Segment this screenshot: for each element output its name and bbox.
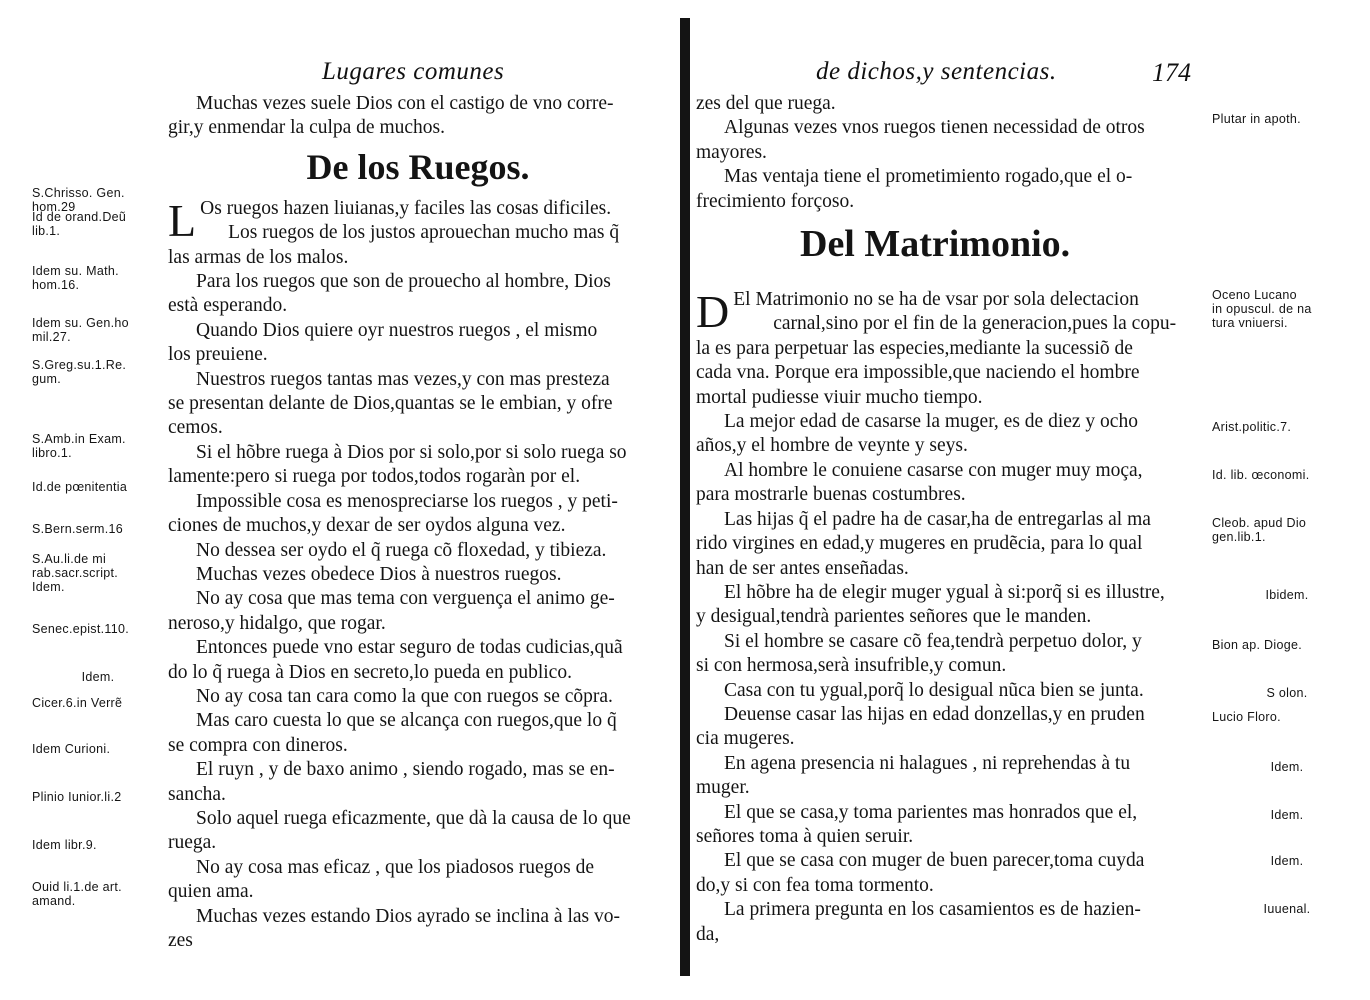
text-line: Entonces puede vno estar seguro de todas cudicias,quã [196, 637, 623, 659]
paragraph [168, 685, 668, 709]
text-line: En agena presencia ni halagues , ni reprehendas à tu [724, 752, 1131, 774]
text-line: ruega. [168, 832, 217, 854]
paragraph [696, 165, 1201, 214]
margin-note-line: Cicer.6.in Verrẽ [32, 696, 123, 710]
paragraph [696, 630, 1201, 679]
paragraph [696, 898, 1201, 947]
text-line: señores toma à quien seruir. [696, 825, 914, 847]
text-line: rido virgines en edad,y mugeres en prudẽcia, para lo qual [696, 533, 1143, 555]
right-paragraphs [696, 288, 1201, 947]
text-line: Muchas vezes obedece Dios à nuestros ruegos. [196, 563, 562, 585]
margin-note [1212, 638, 1362, 652]
text-line: La primera pregunta en los casamientos es de hazien- [724, 899, 1141, 921]
text-line: Si el hombre se casare cõ fea,tendrà perpetuo dolor, y [724, 630, 1142, 652]
text-line: y desigual,tendrà parientes señores que le manden. [696, 606, 1092, 628]
margin-note-line: Idem su. Gen.ho [32, 316, 129, 330]
paragraph [168, 856, 668, 905]
margin-note [32, 552, 164, 594]
margin-note [32, 880, 164, 908]
margin-note-line: Plinio Iunior.li.2 [32, 790, 122, 804]
paragraph [696, 581, 1201, 630]
text-line: cia mugeres. [696, 728, 795, 750]
text-line: Si el hõbre ruega à Dios por si solo,por si solo ruega so [196, 441, 627, 463]
margin-note [1212, 854, 1362, 868]
margin-note-line: S.Greg.su.1.Re. [32, 358, 127, 372]
paragraph [696, 459, 1201, 508]
paragraph [696, 752, 1201, 801]
paragraph [168, 905, 668, 954]
margin-note-line: lib.1. [32, 224, 61, 238]
text-line: està esperando. [168, 295, 288, 317]
margin-note-line: Senec.epist.110. [32, 622, 129, 636]
paragraph [696, 703, 1201, 752]
margin-note-line: gen.lib.1. [1212, 530, 1266, 544]
paragraph [168, 490, 668, 539]
margin-note-line: Idem. [1270, 854, 1304, 868]
paragraph [168, 758, 668, 807]
margin-note [1212, 112, 1362, 126]
text-line: muger. [696, 777, 750, 799]
paragraph [168, 636, 668, 685]
margin-note-line: Ouid li.1.de art. [32, 880, 122, 894]
margin-note-line: S.Au.li.de mi [32, 552, 107, 566]
text-line: do lo q̃ ruega à Dios en secreto,lo pueda en publico. [168, 661, 572, 683]
margin-note-line: Id. lib. œconomi. [1212, 468, 1310, 482]
text-line: la es para perpetuar las especies,mediante la sucessiõ de [696, 337, 1133, 359]
text-line: Deuense casar las hijas en edad donzellas,y en pruden [724, 703, 1145, 725]
text-line: sancha. [168, 783, 226, 805]
margin-note-line: hom.29 [32, 200, 76, 214]
margin-note-line: Cleob. apud Dio [1212, 516, 1307, 530]
margin-note [1212, 420, 1362, 434]
margin-note-line: Id.de pœnitentia [32, 480, 128, 494]
margin-note [32, 742, 164, 756]
margin-note-line: rab.sacr.script. [32, 566, 119, 580]
margin-note [32, 696, 164, 710]
margin-note [1212, 902, 1362, 916]
margin-note [32, 316, 164, 344]
running-head-left: Lugares comunes [322, 58, 505, 85]
text-line: las armas de los malos. [168, 246, 349, 268]
text-line: se presentan delante de Dios,quantas se le embian, y ofre [168, 393, 613, 415]
paragraph [168, 587, 668, 636]
text-line: años,y el hombre de veynte y seys. [696, 435, 968, 457]
text-line: cada vna. Porque era impossible,que naciendo el hombre [696, 362, 1140, 384]
paragraph [168, 539, 668, 563]
paragraph [168, 441, 668, 490]
text-line: El hõbre ha de elegir muger ygual à si:porq̃ si es illustre, [724, 581, 1165, 603]
left-paragraphs [168, 194, 668, 954]
text-line: El que se casa con muger de buen parecer,toma cuyda [724, 850, 1145, 872]
margin-note [1212, 516, 1362, 544]
margin-note-line: Arist.politic.7. [1212, 420, 1292, 434]
margin-note-line: Ibidem. [1265, 588, 1309, 602]
margin-note-line: Idem. [1270, 760, 1304, 774]
text-line: Impossible cosa es menospreciarse los ruegos , y peti- [196, 490, 618, 512]
paragraph [696, 849, 1201, 898]
text-line: han de ser antes enseñadas. [696, 557, 909, 579]
paragraph [696, 92, 1201, 116]
paragraph [696, 116, 1201, 165]
margin-note [32, 790, 164, 804]
paragraph [168, 221, 668, 270]
text-line: los preuiene. [168, 344, 268, 366]
text-line: da, [696, 923, 720, 945]
margin-note-line: amand. [32, 894, 76, 908]
text-line: neroso,y hidalgo, que rogar. [168, 612, 386, 634]
margin-note-line: Idem libr.9. [32, 838, 97, 852]
text-line: No dessea ser oydo el q̃ ruega cõ floxedad, y tibieza. [196, 539, 607, 561]
margin-note-line: Id de orand.Deũ [32, 210, 127, 224]
margin-note [1212, 760, 1362, 774]
margin-note [1212, 588, 1362, 602]
text-line: para mostrarle buenas costumbres. [696, 484, 966, 506]
drop-cap: D [696, 286, 730, 338]
margin-note [1212, 710, 1362, 724]
paragraph [168, 270, 668, 319]
paragraph [696, 508, 1201, 581]
text-line: cemos. [168, 417, 223, 439]
text-line: Muchas vezes suele Dios con el castigo de vno corre- [196, 93, 614, 114]
text-line: do,y si con fea toma tormento. [696, 874, 934, 896]
margin-note-line: Idem. [81, 670, 115, 684]
text-line: Los ruegos de los justos aprouechan mucho mas q̃ [228, 222, 620, 244]
text-line: Al hombre le conuiene casarse con muger muy moça, [724, 459, 1143, 481]
margin-note-line: tura vniuersi. [1212, 316, 1288, 330]
margin-note [32, 480, 164, 494]
margin-note [1212, 686, 1362, 700]
intro-paragraph [168, 92, 668, 141]
paragraph [168, 368, 668, 441]
margin-note [32, 210, 164, 238]
text-line: Solo aquel ruega eficazmente, que dà la causa de lo que [196, 807, 631, 829]
text-line: El ruyn , y de baxo animo , siendo rogado, mas se en- [196, 759, 615, 781]
paragraph [168, 807, 668, 856]
margin-note-line: Plutar in apoth. [1212, 112, 1301, 126]
text-line: gir,y enmendar la culpa de muchos. [168, 117, 445, 139]
text-line: lamente:pero si ruega por todos,todos rogaràn por el. [168, 466, 581, 488]
text-line: Mas caro cuesta lo que se alcança con ruegos,que lo q̃ [196, 710, 617, 732]
book-gutter [680, 18, 690, 976]
text-line: si con hermosa,serà insufrible,y comun. [696, 655, 1007, 677]
right-body [696, 92, 1201, 947]
right-page [692, 0, 1370, 1000]
text-line: ciones de muchos,y dexar de ser oydos alguna vez. [168, 515, 566, 537]
left-body [168, 92, 668, 953]
text-line: mayores. [696, 141, 767, 163]
text-line: La mejor edad de casarse la muger, es de diez y ocho [724, 411, 1138, 433]
text-line: No ay cosa tan cara como la que con ruegos se cõpra. [196, 685, 613, 707]
margin-note [32, 622, 164, 636]
margin-note [1212, 808, 1362, 822]
paragraph [168, 563, 668, 587]
text-line: zes [168, 930, 193, 951]
text-line: Quando Dios quiere oyr nuestros ruegos , el mismo [196, 319, 598, 341]
text-line: Os ruegos hazen liuianas,y faciles las cosas dificiles. [200, 197, 612, 219]
paragraph [168, 709, 668, 758]
margin-note [32, 358, 164, 386]
text-line: Nuestros ruegos tantas mas vezes,y con mas presteza [196, 368, 610, 390]
margin-note-line: Bion ap. Dioge. [1212, 638, 1302, 652]
section-title-matrimonio: Del Matrimonio. [800, 223, 1071, 266]
margin-note-line: gum. [32, 372, 61, 386]
margin-note-line: S.Bern.serm.16 [32, 522, 124, 536]
right-intro-paragraphs [696, 92, 1201, 214]
margin-note-line: libro.1. [32, 446, 72, 460]
text-line: Casa con tu ygual,porq̃ lo desigual nũca bien se junta. [724, 679, 1144, 701]
margin-note-line: Idem su. Math. [32, 264, 119, 278]
margin-note-line: Idem. [1270, 808, 1304, 822]
paragraph [696, 679, 1201, 703]
text-line: No ay cosa que mas tema con verguença el animo ge- [196, 588, 615, 610]
margin-note-line: Iuuenal. [1263, 902, 1311, 916]
paragraph [696, 801, 1201, 850]
text-line: mortal pudiesse viuir mucho tiempo. [696, 386, 983, 408]
margin-note [32, 264, 164, 292]
text-line: Muchas vezes estando Dios ayrado se inclina à las vo- [196, 905, 620, 927]
text-line: zes del que ruega. [696, 93, 836, 114]
text-line: El que se casa,y toma parientes mas honrados que el, [724, 801, 1138, 823]
margin-note [1212, 468, 1362, 482]
running-head-right: de dichos,y sentencias. [816, 58, 1057, 85]
text-line: El Matrimonio no se ha de vsar por sola delectacion [733, 289, 1139, 311]
paragraph [696, 410, 1201, 459]
text-line: Las hijas q̃ el padre ha de casar,ha de entregarlas al ma [724, 508, 1151, 530]
margin-note [32, 670, 164, 684]
margin-note [1212, 288, 1362, 330]
margin-note-line: mil.27. [32, 330, 71, 344]
folio-number: 174 [1152, 58, 1191, 87]
text-line: se compra con dineros. [168, 734, 348, 756]
margin-note [32, 522, 164, 536]
left-page [0, 0, 680, 1000]
margin-note [32, 838, 164, 852]
section-title-ruegos: De los Ruegos. [306, 146, 530, 187]
margin-note [32, 432, 164, 460]
margin-note-line: S olon. [1266, 686, 1308, 700]
text-line: No ay cosa mas eficaz , que los piadosos ruegos de [196, 856, 595, 878]
text-line: Para los ruegos que son de prouecho al hombre, Dios [196, 271, 611, 293]
text-line: Algunas vezes vnos ruegos tienen necessidad de otros [724, 117, 1145, 139]
margin-note-line: Oceno Lucano [1212, 288, 1297, 302]
text-line: carnal,sino por el fin de la generacion,pues la copu- [773, 313, 1177, 335]
drop-cap: L [168, 194, 197, 246]
margin-note-line: in opuscul. de na [1212, 302, 1312, 316]
margin-note-line: hom.16. [32, 278, 80, 292]
margin-note-line: S.Amb.in Exam. [32, 432, 126, 446]
margin-note-line: Lucio Floro. [1212, 710, 1281, 724]
margin-note-line: S.Chrisso. Gen. [32, 186, 125, 200]
text-line: quien ama. [168, 881, 254, 903]
paragraph [168, 319, 668, 368]
margin-note-line: Idem Curioni. [32, 742, 111, 756]
paragraph [696, 288, 1201, 410]
text-line: frecimiento forçoso. [696, 190, 855, 212]
text-line: Mas ventaja tiene el prometimiento rogado,que el o- [724, 166, 1133, 188]
margin-note-line: Idem. [32, 580, 65, 594]
